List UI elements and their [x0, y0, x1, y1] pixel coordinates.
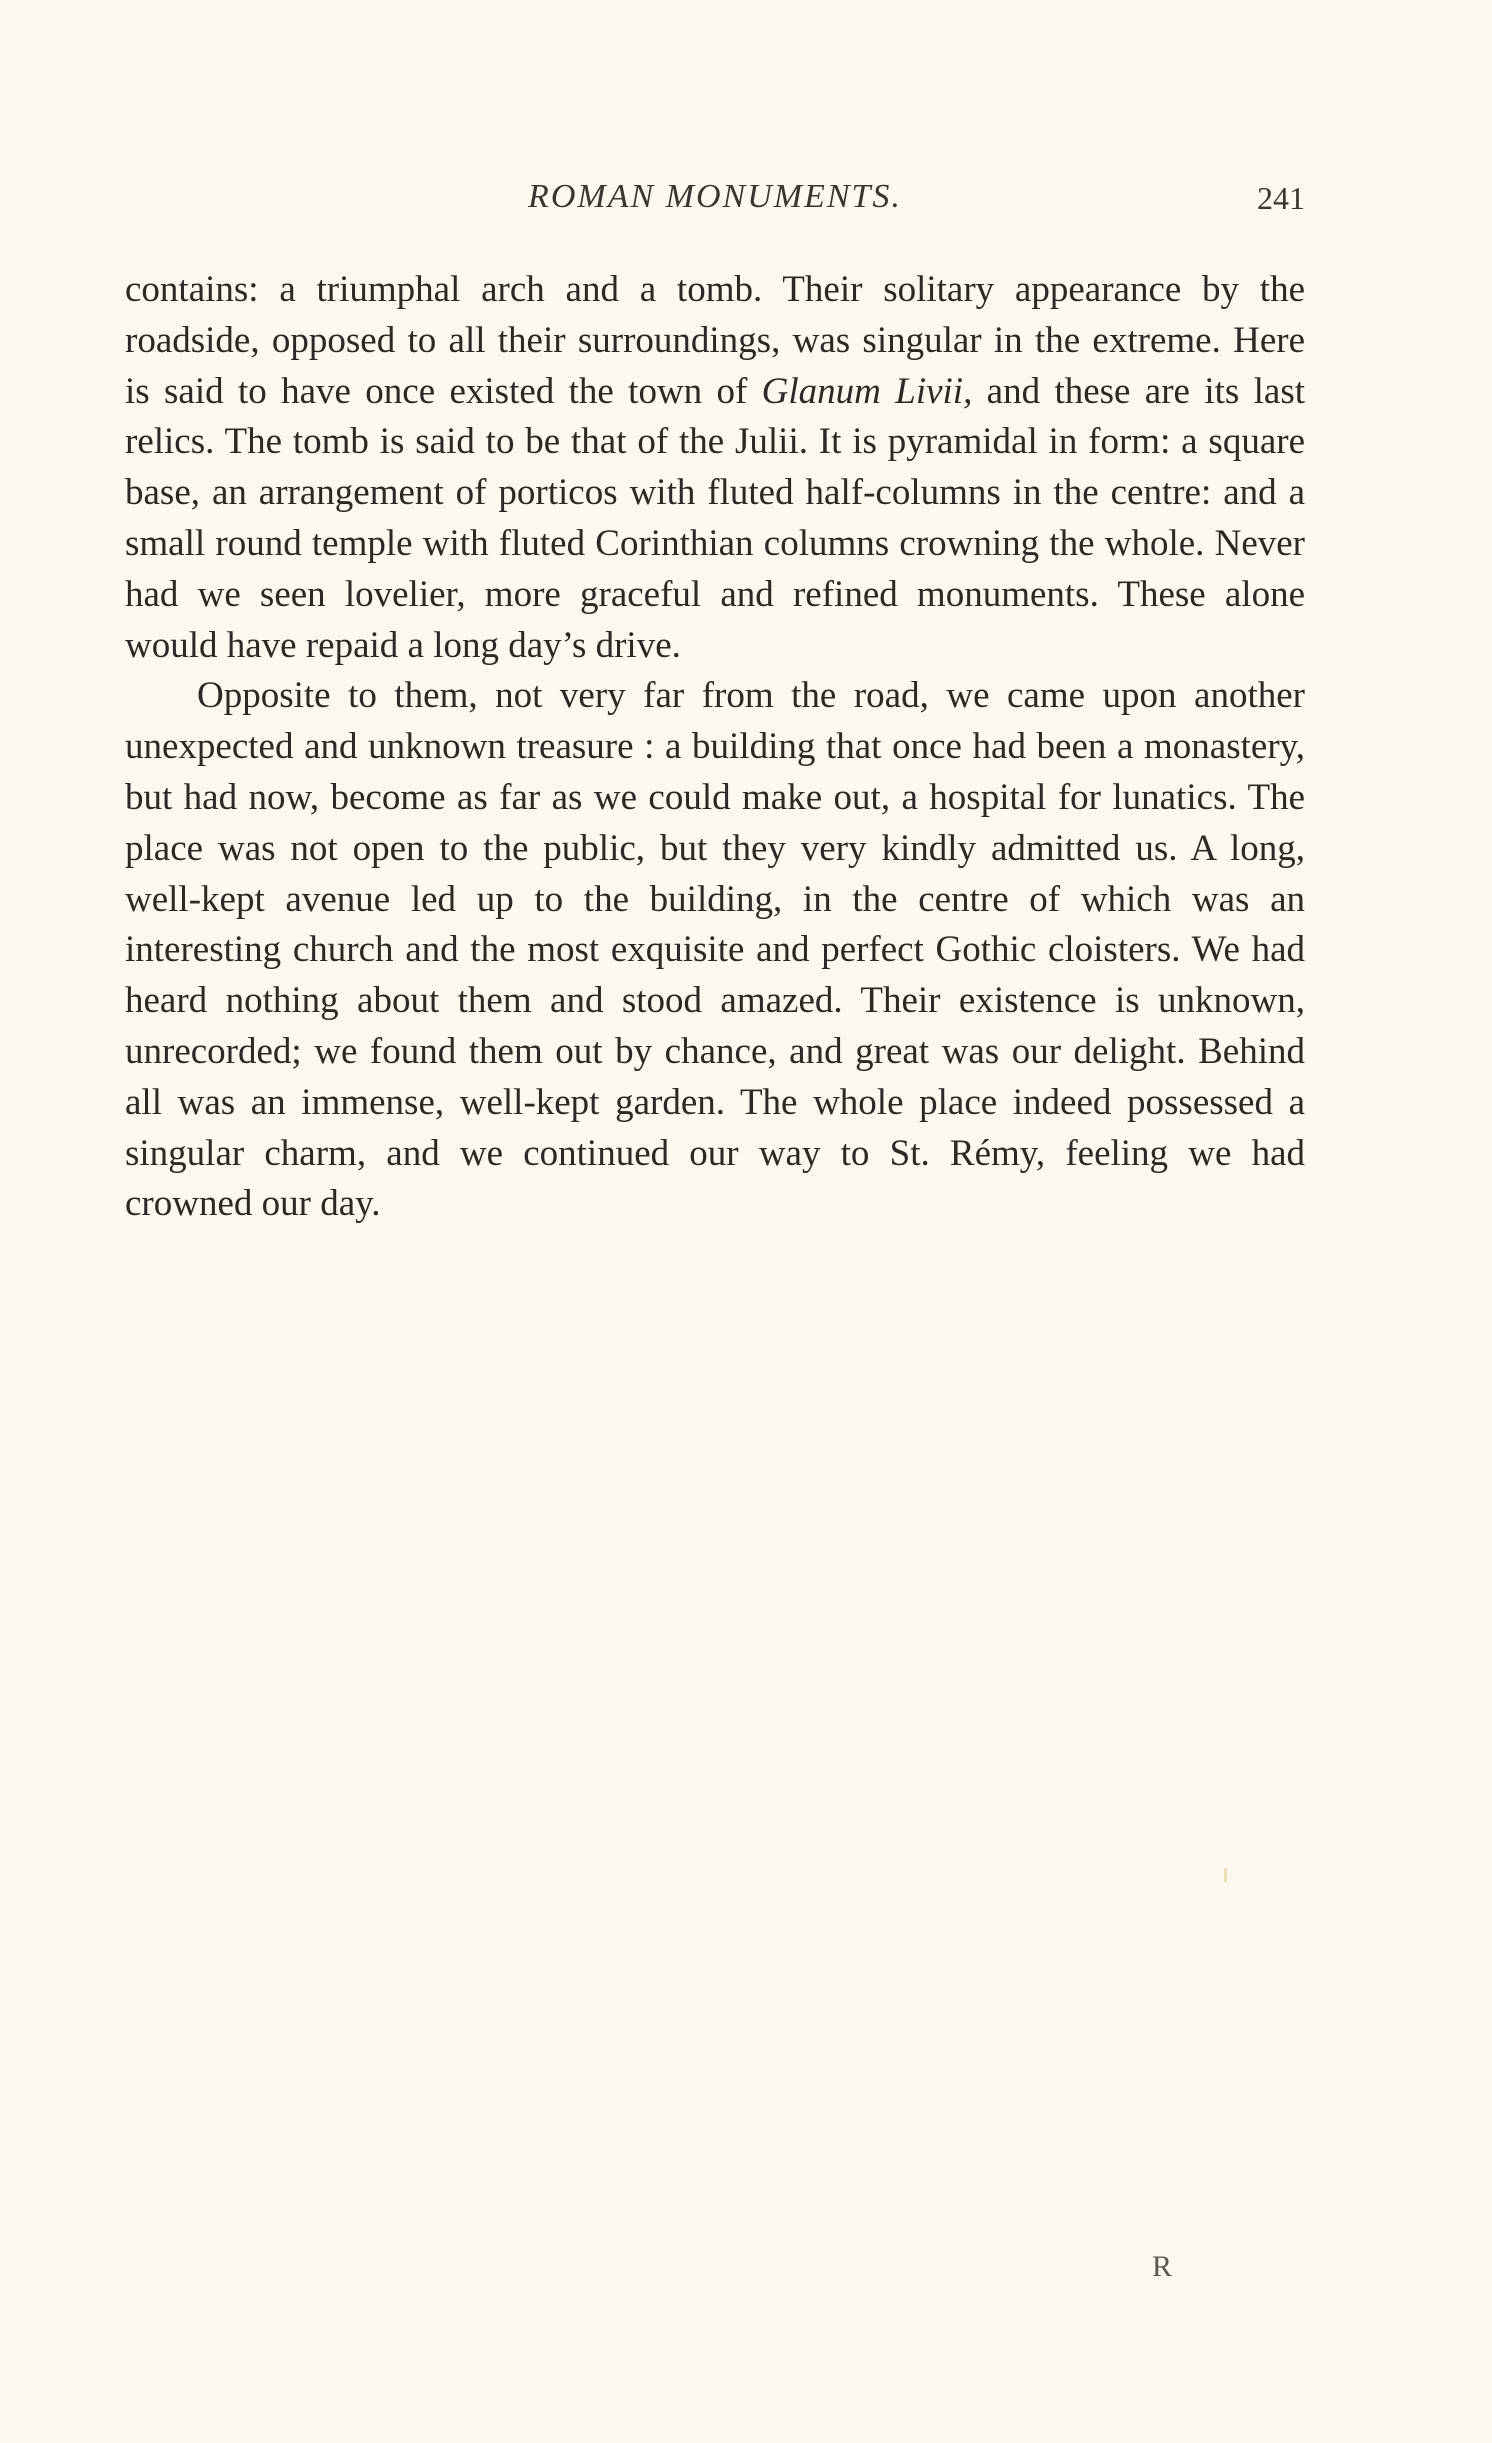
paper-speck — [1224, 1868, 1227, 1882]
paragraph-1-text-end: and these are its last relics. The tomb is said to be that of the Julii. It is pyramidal in form: a square base, an arrangement of porticos with fluted half-columns in the centre: and a small round temple with fluted Corinthian columns crowning the whole. Never had we seen lovelier, more graceful and refined monuments. These alone would have repaid a long day’s drive. — [125, 370, 1305, 666]
signature-mark: R — [1152, 2250, 1173, 2283]
paragraph-1-text-start: contains: a triumphal arch and a tomb. Their solitary appearance by the roadside, opposed to all their surroundings, was singular in the extreme. Here is said to have once existed the town of — [125, 269, 1305, 412]
page-number: 241 — [1257, 180, 1305, 216]
place-name-italic: Glanum Livii, — [761, 370, 973, 412]
paragraph-2: Opposite to them, not very far from the road, we came upon another unexpected and unknown treasure : a building that once had been a monastery, but had now, become as far as we could make out, a hospital for lunatics. The place was not open to the public, but they very kindly admitted us. A long, well-kept avenue led up to the building, in the centre of which was an interesting church and the most exquisite and perfect Gothic cloisters. We had heard nothing about them and stood amazed. Their existence is unknown, unrecorded; we found them out by chance, and great was our delight. Behind all was an immense, well-kept garden. The whole place indeed possessed a singular charm, and we continued our way to St. Rémy, feeling we had crowned our day. — [125, 675, 1305, 1225]
paragraph-1 — [125, 265, 1305, 671]
running-head — [125, 178, 1305, 228]
body-text — [125, 265, 1305, 1230]
running-title: ROMAN MONUMENTS. — [528, 178, 902, 215]
